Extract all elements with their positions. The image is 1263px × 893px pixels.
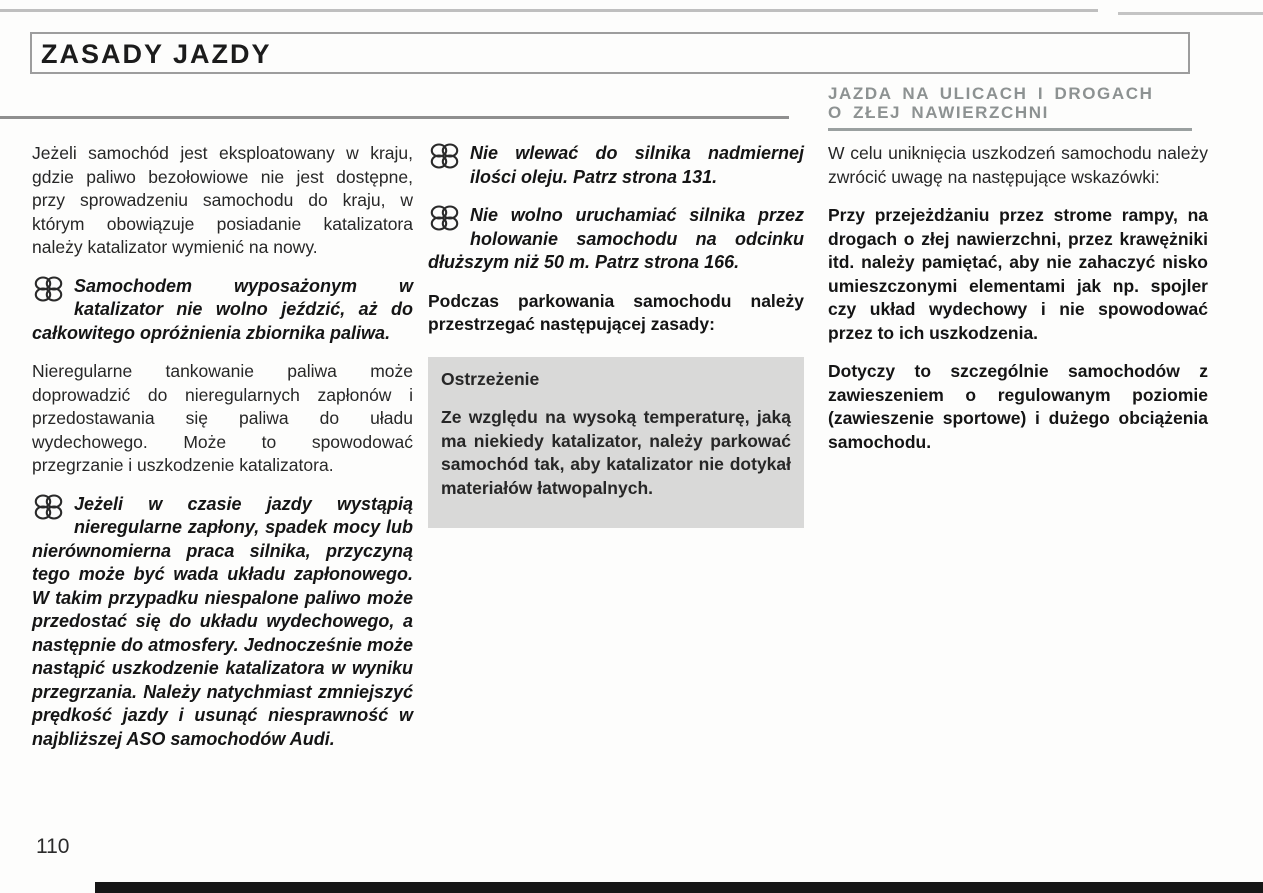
note-paragraph	[428, 204, 804, 275]
chapter-header-box	[30, 32, 1190, 74]
section-heading-line1: JAZDA NA ULICACH I DROGACH	[828, 84, 1154, 103]
section-heading	[828, 84, 1192, 131]
note-paragraph	[428, 142, 804, 189]
paragraph: W celu uniknięcia uszkodzeń samochodu należy zwrócić uwagę na następujące wskazówki:	[828, 143, 1208, 187]
section-heading-line2: O ZŁEJ NAWIERZCHNI	[828, 103, 1049, 122]
note-paragraph	[32, 493, 413, 752]
clover-icon	[32, 493, 74, 519]
note-text: Samochodem wyposażonym w katalizator nie wolno jeździć, aż do całkowitego opróżnienia zbiornika paliwa.	[32, 275, 413, 343]
warning-body: Ze względu na wysoką temperaturę, jaką ma niekiedy katalizator, należy parkować samochód tak, aby katalizator nie dotykał materiałów łatwopalnych.	[441, 407, 791, 498]
paragraph: Podczas parkowania samochodu należy przestrzegać następującej zasady:	[428, 290, 804, 334]
top-rule-left	[0, 9, 1098, 12]
chapter-title: ZASADY JAZDY	[41, 39, 272, 69]
middle-column	[428, 142, 804, 528]
paragraph: Dotyczy to szczególnie samochodów z zawieszeniem o regulowanym poziomie (zawieszenie sportowe) i dużego obciążenia samochodu.	[828, 361, 1208, 452]
right-column	[828, 142, 1208, 469]
paragraph: Jeżeli samochód jest eksploatowany w kraju, gdzie paliwo bezołowiowe nie jest dostępne, przy sprowadzeniu samochodu do kraju, w którym obowiązuje posiadanie katalizatora należy katalizator wymienić na nowy.	[32, 143, 413, 257]
note-text: Nie wlewać do silnika nadmiernej ilości oleju. Patrz strona 131.	[470, 143, 804, 187]
note-text: Nie wolno uruchamiać silnika przez holowanie samochodu na odcinku dłuższym niż 50 m. Patrz strona 166.	[428, 205, 804, 272]
page-edge-bar	[95, 882, 1263, 893]
clover-icon	[428, 204, 470, 230]
note-paragraph	[32, 275, 413, 346]
warning-title: Ostrzeżenie	[441, 368, 540, 389]
paragraph: Przy przejeżdżaniu przez strome rampy, na drogach o złej nawierzchni, przez krawężniki itd. należy pamiętać, aby nie zahaczyć nisko umieszczonymi elementami jak np. spojler czy układ wydechowy i nie spowodować przez to ich uszkodzenia.	[828, 205, 1208, 343]
clover-icon	[428, 142, 470, 168]
clover-icon	[32, 275, 74, 301]
note-text: Jeżeli w czasie jazdy wystąpią nieregularne zapłony, spadek mocy lub nierównomierna praca silnika, przyczyną tego może być wada układu zapłonowego. W takim przypadku niespalone paliwo może przedostać się do układu wydechowego, a następnie do atmosfery. Jednocześnie może nastąpić uszkodzenie katalizatora w wyniku przegrzania. Należy natychmiast zmniejszyć prędkość jazdy i usunąć niesprawność w najbliższej ASO samochodów Audi.	[32, 493, 413, 749]
warning-box	[428, 357, 804, 529]
paragraph: Nieregularne tankowanie paliwa może doprowadzić do nieregularnych zapłonów i przedostawania się paliwa do uładu wydechowego. Może to spowodować przegrzanie i uszkodzenie katalizatora.	[32, 361, 413, 475]
column-divider-rule	[0, 116, 789, 119]
left-column	[32, 142, 413, 766]
top-rule-right	[1118, 12, 1263, 15]
page-number: 110	[36, 835, 70, 858]
